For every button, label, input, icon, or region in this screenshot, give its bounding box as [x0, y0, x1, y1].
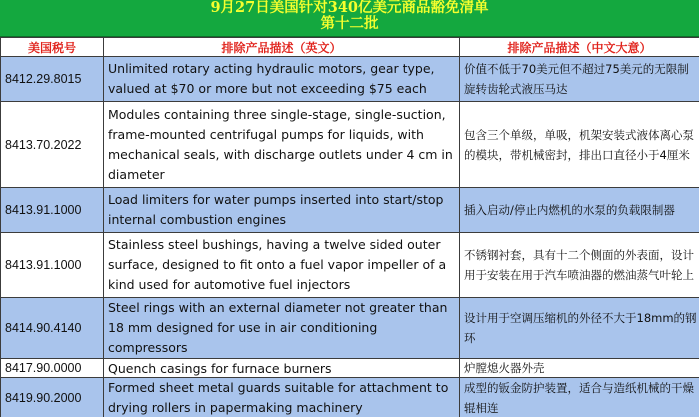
table-row	[1, 57, 699, 102]
hts-code-cell: 8414.90.4140	[1, 298, 104, 359]
english-description-cell: Unlimited rotary acting hydraulic motors, gear type, valued at $70 or more but not exceeding $75 each	[104, 57, 460, 102]
table-row	[1, 188, 699, 233]
chinese-description-cell: 不锈钢衬套，具有十二个侧面的外表面，设计用于安装在用于汽车喷油器的燃油蒸气叶轮上	[460, 233, 699, 298]
chinese-description-cell: 插入启动/停止内燃机的水泵的负载限制器	[460, 188, 699, 233]
english-description-cell: Stainless steel bushings, having a twelve sided outer surface, designed to fit onto a fuel vapor impeller of a kind used for automotive fuel injectors	[104, 233, 460, 298]
english-description-cell: Load limiters for water pumps inserted into start/stop internal combustion engines	[104, 188, 460, 233]
header-row	[1, 38, 699, 57]
table-row	[1, 102, 699, 188]
chinese-description-cell: 设计用于空调压缩机的外径不大于18mm的钢环	[460, 298, 699, 359]
title-line-2: 第十二批	[320, 15, 379, 32]
header-hts-code: 美国税号	[1, 38, 104, 57]
title-line-1: 9月27日美国针对340亿美元商品豁免清单	[210, 0, 489, 16]
hts-code-cell: 8417.90.0000	[1, 359, 104, 378]
table-row	[1, 298, 699, 359]
hts-code-cell: 8413.91.1000	[1, 188, 104, 233]
chinese-description-cell: 成型的钣金防护装置，适合与造纸机械的干燥辊相连	[460, 378, 699, 417]
chinese-description-cell: 炉膛熄火器外壳	[460, 359, 699, 378]
hts-code-cell: 8412.29.8015	[1, 57, 104, 102]
english-description-cell: Modules containing three single-stage, single-suction, frame-mounted centrifugal pumps for liquids, with mechanical seals, with discharge outlets under 4 cm in diameter	[104, 102, 460, 188]
english-description-cell: Formed sheet metal guards suitable for attachment to drying rollers in papermaking machinery	[104, 378, 460, 417]
exclusion-table	[0, 37, 699, 417]
chinese-description-cell: 价值不低于70美元但不超过75美元的无限制旋转齿轮式液压马达	[460, 57, 699, 102]
header-english-description: 排除产品描述（英文）	[104, 38, 460, 57]
header-chinese-description: 排除产品描述（中文大意）	[460, 38, 699, 57]
table-row	[1, 359, 699, 378]
chinese-description-cell: 包含三个单级，单吸，机架安装式液体离心泵的模块，带机械密封，排出口直径小于4厘米	[460, 102, 699, 188]
english-description-cell: Steel rings with an external diameter not greater than 18 mm designed for use in air conditioning compressors	[104, 298, 460, 359]
hts-code-cell: 8419.90.2000	[1, 378, 104, 417]
english-description-cell: Quench casings for furnace burners	[104, 359, 460, 378]
title-banner	[0, 0, 699, 37]
table-row	[1, 233, 699, 298]
hts-code-cell: 8413.70.2022	[1, 102, 104, 188]
table-row	[1, 378, 699, 417]
hts-code-cell: 8413.91.1000	[1, 233, 104, 298]
